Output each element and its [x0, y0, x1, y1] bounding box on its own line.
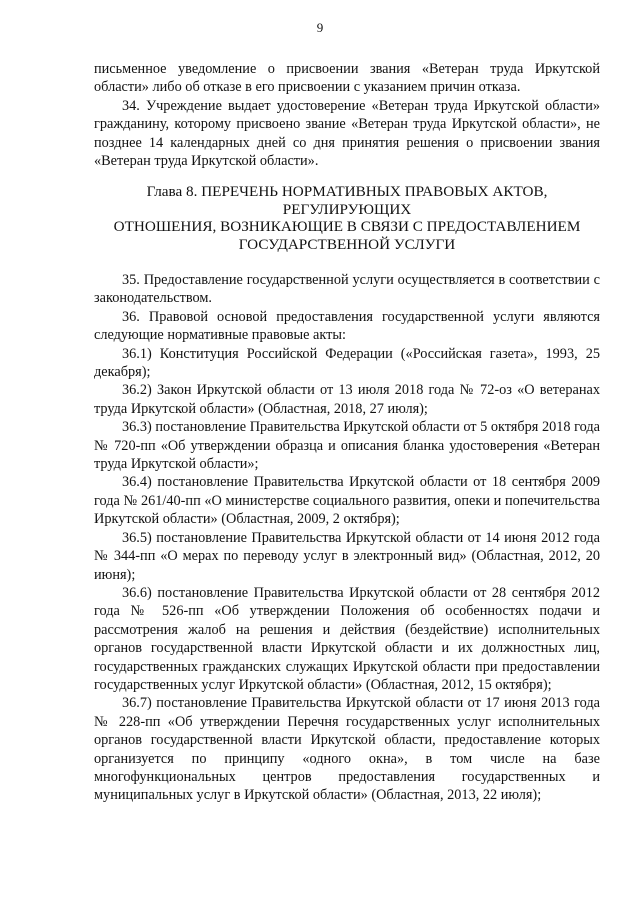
paragraph-36-6: 36.6) постановление Правительства Иркутской области от 28 сентября 2012 года № 526-пп «Об утверждении Положения об особенностях подачи и рассмотрения жалоб на решения и действия (бездействие) исполнительных органов государственной власти Иркутской области и их должностных лиц, государственных гражданских служащих Иркутской области при предоставлении государственных услуг Иркутской области» (Областная, 2012, 15 октября);: [94, 584, 600, 693]
paragraph-36-2: 36.2) Закон Иркутской области от 13 июля 2018 года № 72-оз «О ветеранах труда Иркутской области» (Областная, 2018, 27 июля);: [94, 382, 600, 417]
paragraph-35: 35. Предоставление государственной услуги осуществляется в соответствии с законодательством.: [94, 272, 600, 307]
paragraph-36-4: 36.4) постановление Правительства Иркутской области от 18 сентября 2009 года № 261/40-пп «О министерстве социального развития, опеки и попечительства Иркутской области» (Областная, 2009, 2 октября);: [94, 474, 600, 528]
paragraph-36-7: 36.7) постановление Правительства Иркутской области от 17 июня 2013 года № 228-пп «Об утверждении Перечня государственных услуг исполнительных органов государственной власти Иркутской области, предоставление которых организуется по принципу «одного окна», в том числе на базе многофункциональных центров предоставления государственных и муниципальных услуг в Иркутской области» (Областная, 2013, 22 июля);: [94, 695, 600, 804]
chapter-title-line: Глава 8. ПЕРЕЧЕНЬ НОРМАТИВНЫХ ПРАВОВЫХ АКТОВ,: [146, 183, 548, 200]
paragraph-36-1: 36.1) Конституция Российской Федерации («Российская газета», 1993, 25 декабря);: [94, 345, 600, 381]
chapter-title-line: ГОСУДАРСТВЕННОЙ УСЛУГИ: [238, 235, 456, 253]
page-number: 9: [316, 20, 324, 35]
chapter-title-line: ОТНОШЕНИЯ, ВОЗНИКАЮЩИЕ В СВЯЗИ С ПРЕДОСТАВЛЕНИЕМ: [113, 218, 581, 235]
main-section: [94, 271, 600, 805]
top-section: [94, 60, 600, 170]
paragraph-36-5: 36.5) постановление Правительства Иркутской области от 14 июня 2012 года № 344-пп «О мерах по переводу услуг в электронный вид» (Областная, 2012, 20 июня);: [94, 529, 600, 583]
paragraph-34: 34. Учреждение выдает удостоверение «Ветеран труда Иркутской области» гражданину, которому присвоено звание «Ветеран труда Иркутской области», не позднее 14 календарных дней со дня принятия решения о присвоении звания «Ветеран труда Иркутской области».: [94, 97, 600, 170]
paragraph-continuation: письменное уведомление о присвоении звания «Ветеран труда Иркутской области» либо об отказе в его присвоении с указанием причин отказа.: [94, 61, 600, 96]
chapter-title: [94, 183, 600, 253]
paragraph-36-3: 36.3) постановление Правительства Иркутской области от 5 октября 2018 года № 720-пп «Об утверждении образца и описания бланка удостоверения «Ветеран труда Иркутской области»;: [94, 419, 600, 473]
paragraph-36: 36. Правовой основой предоставления государственной услуги являются следующие нормативные правовые акты:: [94, 308, 600, 344]
chapter-title-line: РЕГУЛИРУЮЩИХ: [282, 200, 412, 218]
